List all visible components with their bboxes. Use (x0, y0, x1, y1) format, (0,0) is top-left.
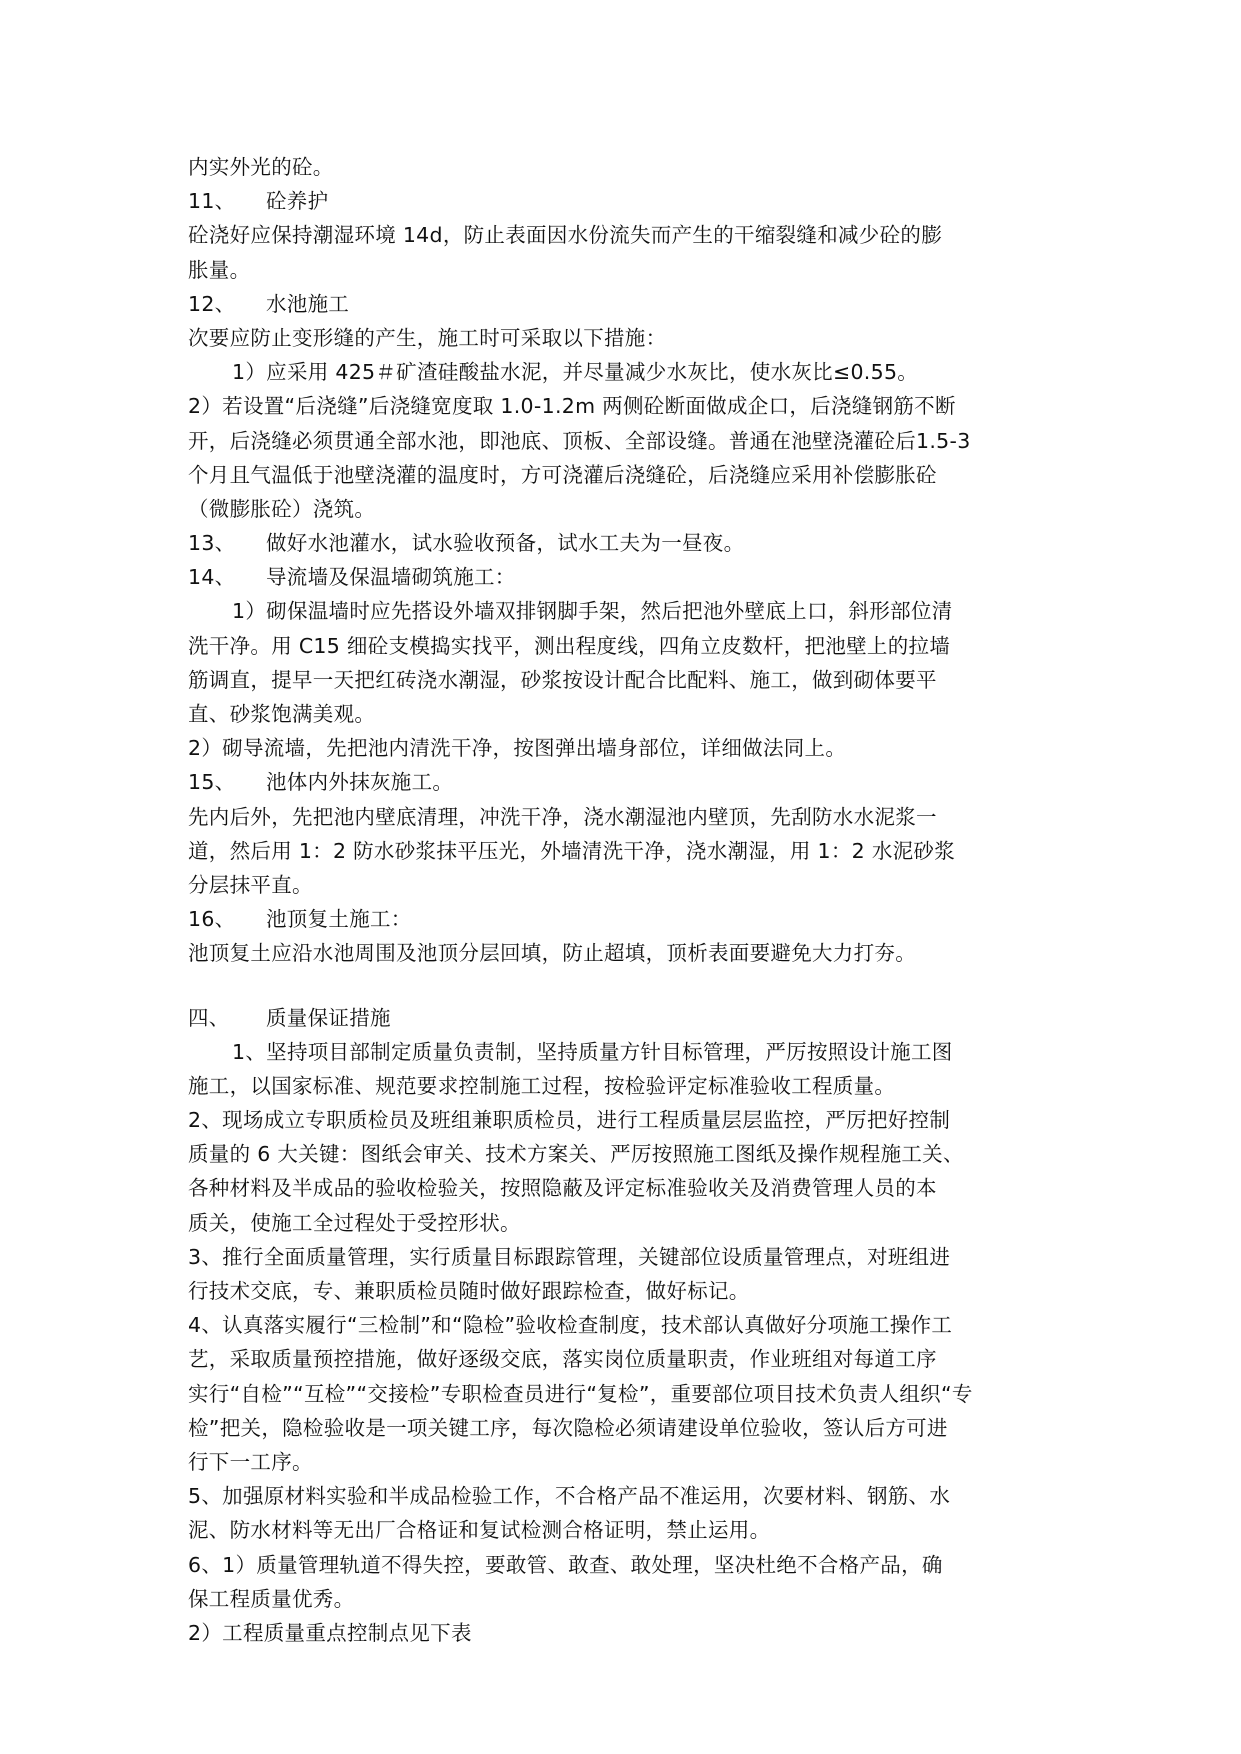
document-page (188, 150, 1088, 1650)
text-line: 内实外光的砼。 (188, 155, 334, 179)
section-heading-16 (188, 902, 1088, 936)
section-title: 质量保证措施 (266, 1005, 391, 1030)
text-line: 保工程质量优秀。 (188, 1586, 355, 1611)
text-line: 各种材料及半成品的验收检验关，按照隐蔽及评定标准验收关及消费管理人员的本 (188, 1176, 937, 1201)
text-line: 开，后浇缝必须贯通全部水池，即池底、顶板、全部设缝。普通在池壁浇灌砼后1.5-3 (188, 428, 971, 453)
text-line: 检”把关，隐检验收是一项关键工序，每次隐检必须请建设单位验收，签认后方可进 (188, 1415, 948, 1440)
text-line: 6、1）质量管理轨道不得失控，要敢管、敢查、敢处理，坚决杜绝不合格产品，确 (188, 1552, 943, 1577)
text-line: 泥、防水材料等无出厂合格证和复试检测合格证明，禁止运用。 (188, 1518, 771, 1543)
text-line: 4、认真落实履行“三检制”和“隐检”验收检查制度，技术部认真做好分项施工操作工 (188, 1313, 953, 1338)
text-line: 次要应防止变形缝的产生，施工时可采取以下措施： (188, 325, 667, 350)
section-heading-14 (188, 560, 1088, 594)
text-line: 洗干净。用 C15 细砼支模捣实找平，测出程度线，四角立皮数杆，把池壁上的拉墙 (188, 633, 951, 658)
section-title: 做好水池灌水，试水验收预备，试水工夫为一昼夜。 (266, 531, 745, 556)
text-line: 2）若设置“后浇缝”后浇缝宽度取 1.0-1.2m 两侧砼断面做成企口，后浇缝钢筋不断 (188, 394, 956, 419)
section-heading-4 (188, 1001, 1088, 1035)
section-title: 导流墙及保温墙砌筑施工： (266, 565, 516, 590)
section-number: 16、 (188, 907, 236, 932)
section-heading-12 (188, 287, 1088, 321)
section-title: 池顶复土施工： (266, 907, 412, 932)
section-number: 12、 (188, 291, 236, 316)
text-line: 5、加强原材料实验和半成品检验工作，不合格产品不准运用，次要材料、钢筋、水 (188, 1484, 951, 1509)
text-line: 砼浇好应保持潮湿环境 14d，防止表面因水份流失而产生的干缩裂缝和减少砼的膨 (188, 223, 943, 248)
text-line: 3、推行全面质量管理，实行质量目标跟踪管理，关键部位设质量管理点，对班组进 (188, 1244, 951, 1269)
text-line: 道，然后用 1：2 防水砂浆抹平压光，外墙清洗干净，浇水潮湿，用 1：2 水泥砂浆 (188, 838, 956, 863)
text-line: 2）砌导流墙，先把池内清洗干净，按图弹出墙身部位，详细做法同上。 (188, 736, 847, 761)
text-line: 分层抹平直。 (188, 872, 313, 897)
text-line: 个月且气温低于池壁浇灌的温度时，方可浇灌后浇缝砼，后浇缝应采用补偿膨胀砼 (188, 462, 937, 487)
text-line: 2）工程质量重点控制点见下表 (188, 1620, 472, 1645)
text-line: 实行“自检”“互检”“交接检”专职检查员进行“复检”，重要部位项目技术负责人组织“专 (188, 1381, 973, 1406)
section-number: 四、 (188, 1005, 230, 1030)
section-heading-15 (188, 765, 1088, 799)
text-line: 1、坚持项目部制定质量负责制，坚持质量方针目标管理，严厉按照设计施工图 (232, 1039, 953, 1064)
text-line: 1）砌保温墙时应先搭设外墙双排钢脚手架，然后把池外壁底上口，斜形部位清 (232, 599, 953, 624)
text-line: 行下一工序。 (188, 1449, 313, 1474)
section-number: 14、 (188, 565, 236, 590)
text-line: 直、砂浆饱满美观。 (188, 702, 376, 726)
text-line: 行技术交底，专、兼职质检员随时做好跟踪检查，做好标记。 (188, 1279, 750, 1303)
section-title: 池体内外抹灰施工。 (266, 770, 454, 795)
text-line: 1）应采用 425＃矿渣硅酸盐水泥，并尽量减少水灰比，使水灰比≤0.55。 (232, 360, 919, 385)
section-heading-11 (188, 184, 1088, 218)
text-line: 艺，采取质量预控措施，做好逐级交底，落实岗位质量职责，作业班组对每道工序 (188, 1347, 937, 1372)
section-title: 水池施工 (266, 291, 350, 316)
text-line: 胀量。 (188, 257, 251, 282)
text-line: 先内后外，先把池内壁底清理，冲洗干净，浇水潮湿池内壁顶，先刮防水水泥浆一 (188, 804, 937, 829)
text-line: 质关，使施工全过程处于受控形状。 (188, 1210, 521, 1235)
paragraph-gap (188, 971, 1088, 1001)
section-number: 11、 (188, 189, 236, 214)
text-line: 质量的 6 大关键：图纸会审关、技术方案关、严厉按照施工图纸及操作规程施工关、 (188, 1142, 964, 1167)
text-line: 池顶复土应沿水池周围及池顶分层回填，防止超填，顶析表面要避免大力打夯。 (188, 941, 916, 966)
section-title: 砼养护 (266, 189, 329, 214)
text-line: 筋调直，提早一天把红砖浇水潮湿，砂浆按设计配合比配料、施工，做到砌体要平 (188, 667, 937, 692)
section-number: 15、 (188, 770, 236, 795)
section-number: 13、 (188, 531, 236, 556)
text-line: 2、现场成立专职质检员及班组兼职质检员，进行工程质量层层监控，严厉把好控制 (188, 1108, 951, 1133)
text-line: 施工，以国家标准、规范要求控制施工过程，按检验评定标准验收工程质量。 (188, 1073, 896, 1098)
text-line: （微膨胀砼）浇筑。 (188, 496, 376, 521)
section-heading-13 (188, 526, 1088, 560)
